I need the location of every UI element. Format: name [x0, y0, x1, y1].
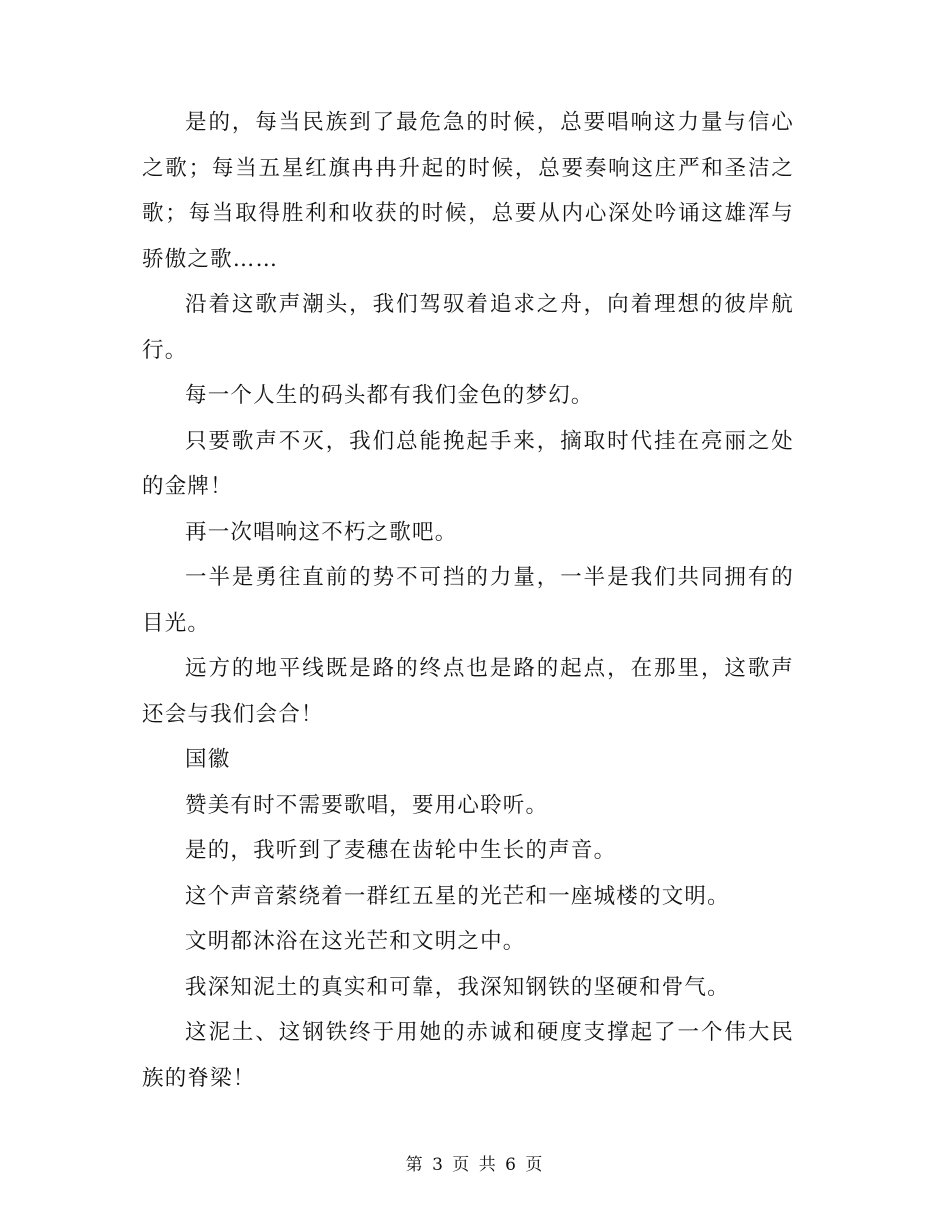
document-body [142, 100, 794, 1101]
paragraph: 我深知泥土的真实和可靠，我深知钢铁的坚硬和骨气。 [185, 974, 730, 1000]
section-heading: 国徽 [185, 747, 231, 772]
paragraph: 是的，每当民族到了最危急的时候，总要唱响这力量与信心之歌；每当五星红旗冉冉升起的时候，总要奏响这庄严和圣洁之歌；每当取得胜利和收获的时候，总要从内心深处吟诵这雄浑与骄傲之歌…… [142, 110, 794, 272]
paragraph: 这泥土、这钢铁终于用她的赤诚和硬度支撑起了一个伟大民族的脊梁！ [142, 1020, 794, 1091]
paragraph: 是的，我听到了麦穗在齿轮中生长的声音。 [185, 838, 617, 863]
paragraph: 只要歌声不灭，我们总能挽起手来，摘取时代挂在亮丽之处的金牌！ [142, 428, 794, 499]
page-number: 第 3 页 共 6 页 [405, 1155, 545, 1175]
paragraph: 一半是勇往直前的势不可挡的力量，一半是我们共同拥有的目光。 [142, 565, 794, 636]
paragraph: 赞美有时不需要歌唱，要用心聆听。 [185, 792, 549, 818]
paragraph: 再一次唱响这不朽之歌吧。 [185, 519, 458, 545]
paragraph: 文明都沐浴在这光芒和文明之中。 [185, 929, 526, 954]
paragraph: 每一个人生的码头都有我们金色的梦幻。 [185, 383, 594, 408]
paragraph: 这个声音萦绕着一群红五星的光芒和一座城楼的文明。 [185, 883, 730, 909]
paragraph: 沿着这歌声潮头，我们驾驭着追求之舟，向着理想的彼岸航行。 [142, 292, 794, 363]
paragraph: 远方的地平线既是路的终点也是路的起点，在那里，这歌声还会与我们会合！ [142, 656, 794, 727]
